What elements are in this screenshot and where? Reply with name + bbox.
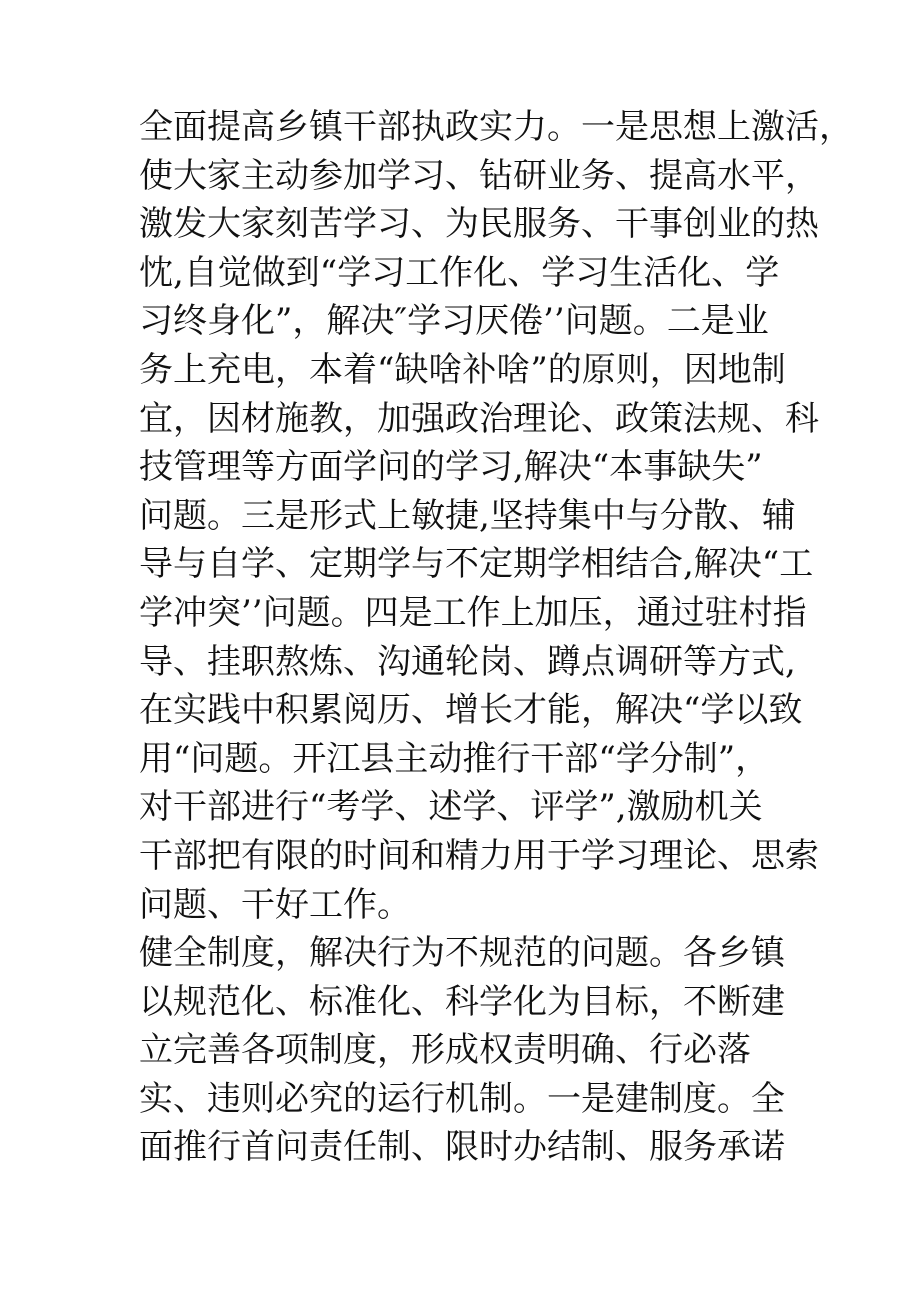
text-line: 问题、干好工作。 — [139, 884, 411, 925]
text-line: 立完善各项制度，形成权责明确、行必落 — [139, 1030, 751, 1071]
text-line: 技管理等方面学问的学习,解决“本事缺失” — [139, 447, 763, 488]
text-line: 导、挂职熬炼、沟通轮岗、蹲点调研等方式, — [139, 641, 796, 682]
text-line: 激发大家刻苦学习、为民服务、干事创业的热 — [139, 204, 819, 245]
text-line: 习终身化”，解决″学习厌倦’’问题。二是业 — [139, 301, 769, 342]
text-line: 干部把有限的时间和精力用于学习理论、思索 — [139, 835, 819, 876]
text-line: 问题。三是形式上敏捷,坚持集中与分散、辅 — [139, 495, 796, 536]
text-line: 学冲突’’问题。四是工作上加压，通过驻村指 — [139, 592, 807, 633]
text-line: 实、违则必究的运行机制。一是建制度。全 — [139, 1078, 785, 1119]
text-line: 忱,自觉做到“学习工作化、学习生活化、学 — [139, 252, 780, 293]
text-line: 健全制度，解决行为不规范的问题。各乡镇 — [139, 933, 785, 974]
text-line: 对干部进行“考学、述学、评学”,激励机关 — [139, 787, 763, 828]
text-line: 使大家主动参加学习、钻研业务、提高水平， — [139, 155, 819, 196]
text-line: 用“问题。开江县主动推行干部“学分制”， — [139, 738, 770, 779]
body-text — [139, 103, 853, 1172]
text-line: 全面提高乡镇干部执政实力。一是思想上激活， — [139, 107, 853, 147]
text-line: 宜，因材施教，加强政治理论、政策法规、科 — [139, 398, 819, 439]
text-line: 以规范化、标准化、科学化为目标，不断建 — [139, 981, 785, 1022]
text-line: 面推行首问责任制、限时办结制、服务承诺 — [139, 1127, 785, 1168]
text-line: 在实践中积累阅历、增长才能，解决“学以致 — [139, 690, 803, 731]
text-line: 导与自学、定期学与不定期学相结合,解决“工 — [139, 544, 814, 585]
text-line: 务上充电，本着“缺啥补啥”的原则，因地制 — [139, 349, 786, 390]
